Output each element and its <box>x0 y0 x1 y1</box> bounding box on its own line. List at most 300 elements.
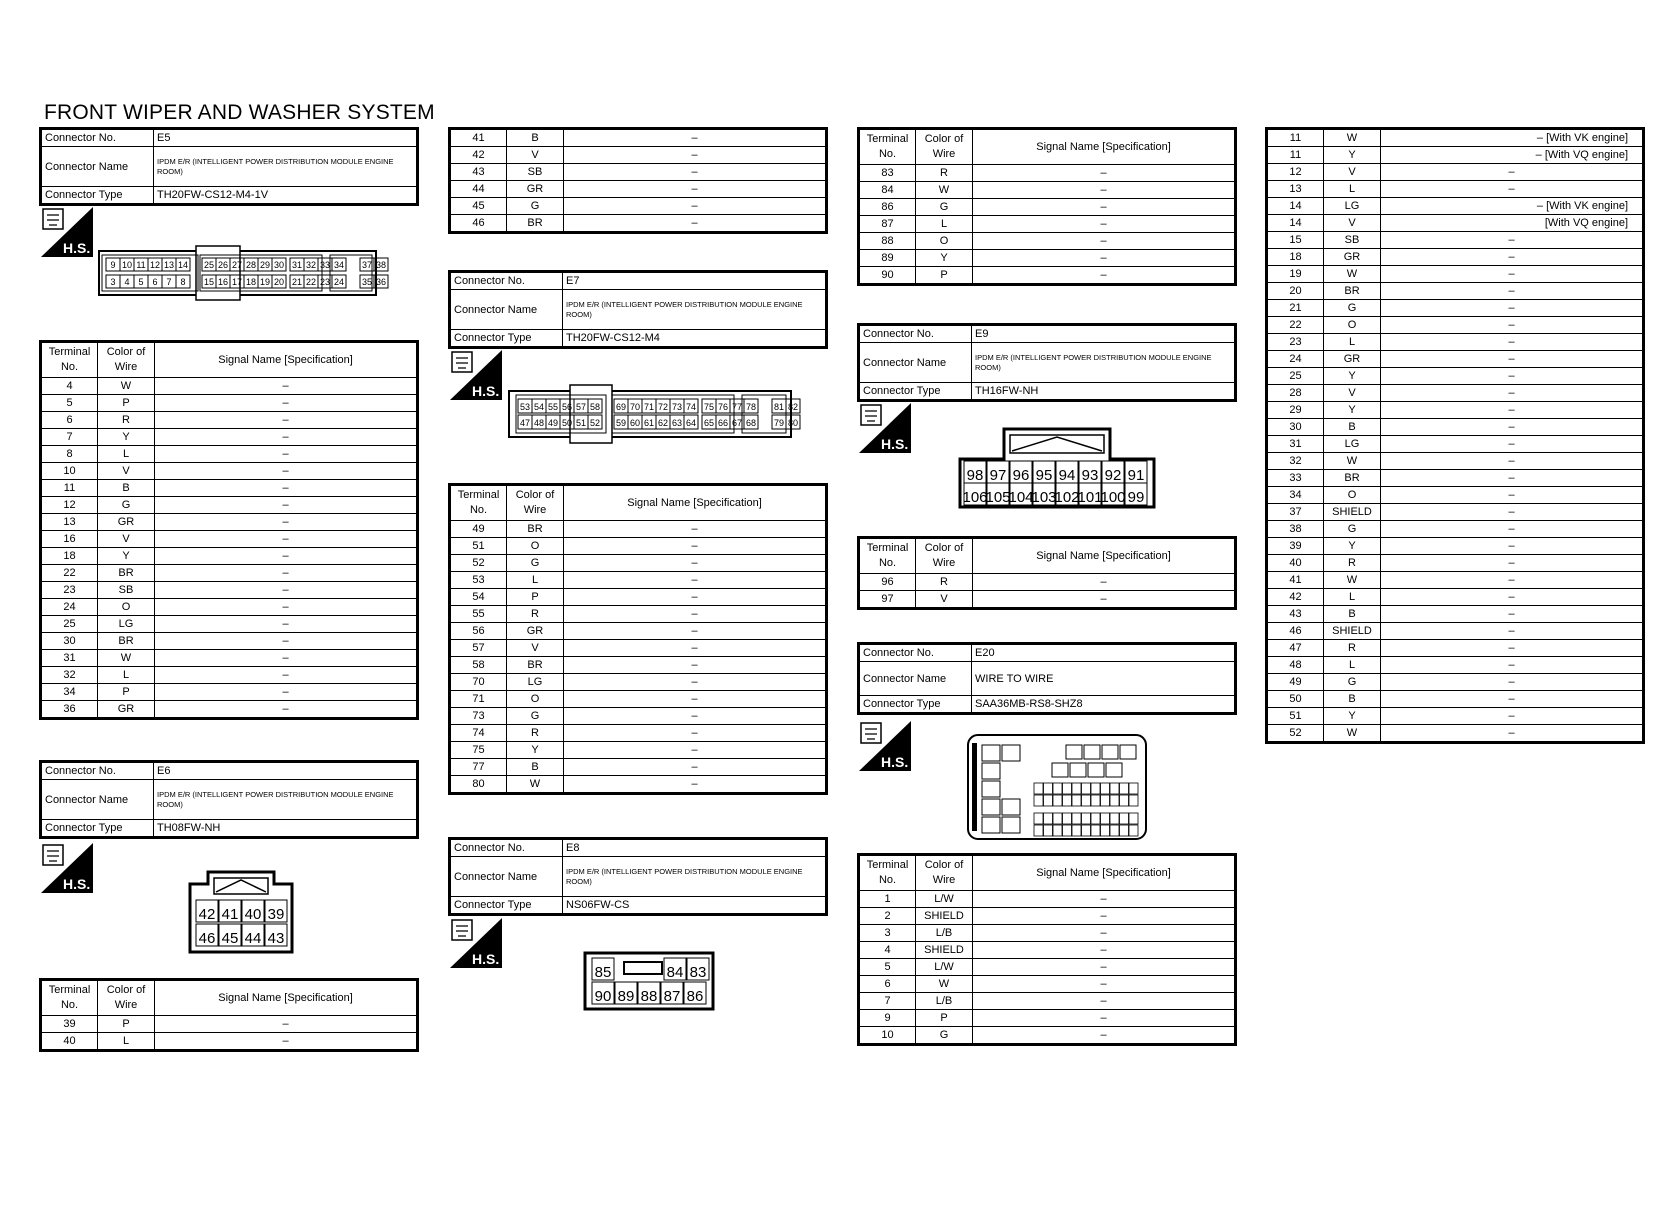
table-row <box>1267 487 1644 504</box>
wire-color-cell: P <box>507 589 564 606</box>
pin-label: 57 <box>575 402 587 412</box>
connector-e8-terminal-table: Terminal No. Color of Wire Signal Name [Specification] 83 R – 84 W – 86 G – 87 L – 88 O – 89 Y – 90 P – <box>857 127 1237 286</box>
connector-e5-diagram <box>98 245 387 306</box>
pin-label: 17 <box>231 277 243 287</box>
wire-color-cell: L <box>916 216 973 233</box>
table-row <box>450 164 827 181</box>
wire-color-cell: G <box>1324 300 1381 317</box>
table-row <box>41 531 418 548</box>
signal-name-cell: – <box>155 463 418 480</box>
terminal-no-cell: 14 <box>1267 215 1324 232</box>
wire-color-cell: O <box>507 691 564 708</box>
signal-name-cell: – <box>1381 589 1644 606</box>
wire-color-cell: BR <box>507 657 564 674</box>
terminal-no-cell: 11 <box>1267 129 1324 147</box>
signal-name-cell: – <box>1381 487 1644 504</box>
wire-color-cell: GR <box>1324 249 1381 266</box>
signal-name-cell: – <box>155 701 418 719</box>
connector-e5-info: Connector No. E5 Connector Name IPDM E/R (INTELLIGENT POWER DISTRIBUTION MODULE ENGINE ROOM) Connector Type TH20FW-CS12-M4-1V <box>39 127 419 206</box>
table-row <box>1267 351 1644 368</box>
wire-color-cell: L <box>1324 181 1381 198</box>
wire-color-cell: B <box>98 480 155 497</box>
pin-label: 73 <box>671 402 683 412</box>
wire-color-cell: R <box>1324 555 1381 572</box>
table-row <box>859 891 1236 908</box>
pin-label: 52 <box>589 418 601 428</box>
table-row <box>450 555 827 572</box>
signal-name-cell: – <box>155 395 418 412</box>
pin-label: 21 <box>291 277 303 287</box>
connector-e7-info: Connector No. E7 Connector Name IPDM E/R (INTELLIGENT POWER DISTRIBUTION MODULE ENGINE ROOM) Connector Type TH20FW-CS12-M4 <box>448 270 828 349</box>
pin-label: 6 <box>152 277 158 287</box>
table-row <box>450 198 827 215</box>
table-row <box>1267 198 1644 215</box>
signal-name-cell: – <box>564 674 827 691</box>
table-row <box>450 538 827 555</box>
wire-color-cell: B <box>1324 419 1381 436</box>
table-row <box>450 623 827 640</box>
terminal-no-cell: 4 <box>41 378 98 395</box>
table-row <box>41 633 418 650</box>
signal-name-cell: – <box>1381 691 1644 708</box>
table-row <box>450 674 827 691</box>
wire-color-cell: W <box>1324 725 1381 743</box>
wire-color-cell: BR <box>507 521 564 538</box>
pin-label: 68 <box>745 418 757 428</box>
terminal-no-cell: 74 <box>450 725 507 742</box>
wire-color-cell: V <box>98 531 155 548</box>
wire-color-cell: R <box>507 606 564 623</box>
terminal-no-cell: 14 <box>1267 198 1324 215</box>
pin-label: 23 <box>319 277 331 287</box>
signal-name-cell: – <box>564 589 827 606</box>
table-row <box>1267 708 1644 725</box>
wire-color-cell: L <box>507 572 564 589</box>
signal-name-cell: – <box>1381 674 1644 691</box>
terminal-no-cell: 13 <box>1267 181 1324 198</box>
pin-label: 3 <box>110 277 116 287</box>
pin-label: 46 <box>198 930 216 947</box>
table-row <box>41 514 418 531</box>
signal-name-cell: – <box>1381 385 1644 402</box>
connector-e6-diagram <box>188 870 296 959</box>
signal-name-cell: – <box>155 616 418 633</box>
harness-side-icon <box>859 721 911 773</box>
pin-label: 41 <box>221 906 239 923</box>
signal-name-cell: – <box>1381 164 1644 181</box>
wire-color-cell: GR <box>507 181 564 198</box>
wire-color-cell: L/W <box>916 959 973 976</box>
pin-label: 105 <box>985 489 1011 506</box>
terminal-no-cell: 22 <box>1267 317 1324 334</box>
pin-label: 25 <box>203 260 215 270</box>
wire-color-cell: G <box>1324 674 1381 691</box>
wire-color-cell: SHIELD <box>916 908 973 925</box>
terminal-no-cell: 47 <box>1267 640 1324 657</box>
terminal-no-cell: 6 <box>859 976 916 993</box>
pin-label: 31 <box>291 260 303 270</box>
svg-text:H.S.: H.S. <box>881 754 909 770</box>
table-row <box>450 708 827 725</box>
pin-label: 103 <box>1031 489 1057 506</box>
table-row <box>450 147 827 164</box>
terminal-no-cell: 52 <box>1267 725 1324 743</box>
signal-name-cell: – <box>564 129 827 147</box>
table-row <box>1267 164 1644 181</box>
table-row <box>450 759 827 776</box>
signal-name-cell: – <box>155 412 418 429</box>
terminal-no-cell: 2 <box>859 908 916 925</box>
wire-color-cell: L <box>1324 589 1381 606</box>
table-row <box>859 1010 1236 1027</box>
table-row <box>41 395 418 412</box>
pin-label: 32 <box>305 260 317 270</box>
wire-color-cell: O <box>1324 487 1381 504</box>
pin-label: 8 <box>180 277 186 287</box>
pin-label: 5 <box>138 277 144 287</box>
terminal-no-cell: 7 <box>41 429 98 446</box>
table-row <box>859 165 1236 182</box>
signal-name-cell: – <box>973 891 1236 908</box>
pin-label: 26 <box>217 260 229 270</box>
wire-color-cell: W <box>98 378 155 395</box>
terminal-no-cell: 20 <box>1267 283 1324 300</box>
signal-name-cell: – <box>564 555 827 572</box>
terminal-no-cell: 25 <box>41 616 98 633</box>
signal-name-cell: – [With VK engine] <box>1381 129 1644 147</box>
wire-color-cell: G <box>916 199 973 216</box>
signal-name-cell: – <box>155 480 418 497</box>
wire-color-cell: W <box>916 182 973 199</box>
signal-name-cell: – <box>973 925 1236 942</box>
signal-name-cell: – <box>973 250 1236 267</box>
table-row <box>1267 181 1644 198</box>
signal-name-cell: – <box>1381 266 1644 283</box>
terminal-no-cell: 73 <box>450 708 507 725</box>
wire-color-cell: L/W <box>916 891 973 908</box>
terminal-no-cell: 7 <box>859 993 916 1010</box>
wire-color-cell: B <box>507 129 564 147</box>
terminal-no-cell: 32 <box>41 667 98 684</box>
table-row <box>41 378 418 395</box>
signal-name-cell: – <box>973 182 1236 199</box>
table-row <box>1267 300 1644 317</box>
terminal-no-cell: 30 <box>1267 419 1324 436</box>
wire-color-cell: O <box>1324 317 1381 334</box>
svg-text:H.S.: H.S. <box>63 240 91 256</box>
wire-color-cell: LG <box>1324 198 1381 215</box>
pin-label: 60 <box>629 418 641 428</box>
terminal-no-cell: 39 <box>41 1016 98 1033</box>
table-row <box>1267 538 1644 555</box>
pin-label: 96 <box>1012 467 1030 484</box>
signal-name-cell: – <box>564 776 827 794</box>
signal-name-cell: – <box>564 708 827 725</box>
pin-label: 43 <box>267 930 285 947</box>
table-row <box>450 606 827 623</box>
wire-color-cell: Y <box>98 429 155 446</box>
table-row <box>450 640 827 657</box>
terminal-no-cell: 31 <box>41 650 98 667</box>
pin-label: 50 <box>561 418 573 428</box>
pin-label: 61 <box>643 418 655 428</box>
signal-name-cell: – <box>1381 368 1644 385</box>
wire-color-cell: P <box>916 1010 973 1027</box>
terminal-no-cell: 75 <box>450 742 507 759</box>
pin-label: 88 <box>640 988 658 1005</box>
pin-label: 35 <box>361 277 373 287</box>
signal-name-cell: [With VQ engine] <box>1381 215 1644 232</box>
terminal-no-cell: 34 <box>41 684 98 701</box>
wire-color-cell: BR <box>98 633 155 650</box>
pin-label: 98 <box>966 467 984 484</box>
terminal-no-cell: 77 <box>450 759 507 776</box>
pin-label: 86 <box>686 988 704 1005</box>
table-row <box>859 574 1236 591</box>
pin-label: 59 <box>615 418 627 428</box>
terminal-no-cell: 54 <box>450 589 507 606</box>
table-row <box>41 497 418 514</box>
terminal-no-cell: 52 <box>450 555 507 572</box>
pin-label: 101 <box>1077 489 1103 506</box>
connector-e7-terminal-table: Terminal No. Color of Wire Signal Name [Specification] 49 BR – 51 O – 52 G – 53 L – 54 P – 55 R – 56 GR – 57 V – 58 BR – 70 LG – 71 O – 73 G – 74 R – 75 Y – 77 B – 80 W – <box>448 483 828 795</box>
pin-label: 82 <box>787 402 799 412</box>
signal-name-cell: – <box>564 538 827 555</box>
connector-e5-terminal-table: Terminal No. Color of Wire Signal Name [Specification] 4 W – 5 P – 6 R – 7 Y – 8 L – 10 V – 11 B – 12 G – 13 GR – 16 V – 18 Y – 22 BR – 23 SB – 24 O – 25 LG – 30 BR – 31 W – 32 L – 34 P – 36 GR – <box>39 340 419 720</box>
terminal-no-cell: 5 <box>859 959 916 976</box>
pin-label: 71 <box>643 402 655 412</box>
table-row <box>859 216 1236 233</box>
terminal-no-cell: 49 <box>450 521 507 538</box>
wire-color-cell: SHIELD <box>1324 504 1381 521</box>
table-row <box>41 463 418 480</box>
terminal-no-cell: 86 <box>859 199 916 216</box>
wire-color-cell: W <box>1324 266 1381 283</box>
table-row <box>1267 215 1644 232</box>
table-row <box>859 942 1236 959</box>
signal-name-cell: – <box>1381 623 1644 640</box>
table-row <box>1267 725 1644 743</box>
wire-color-cell: BR <box>98 565 155 582</box>
terminal-no-cell: 50 <box>1267 691 1324 708</box>
wire-color-cell: Y <box>1324 402 1381 419</box>
table-row <box>41 667 418 684</box>
terminal-no-cell: 70 <box>450 674 507 691</box>
pin-label: 49 <box>547 418 559 428</box>
terminal-no-cell: 41 <box>450 129 507 147</box>
table-row <box>450 776 827 794</box>
table-row <box>859 199 1236 216</box>
pin-label: 33 <box>319 260 331 270</box>
signal-name-cell: – [With VQ engine] <box>1381 147 1644 164</box>
wire-color-cell: W <box>1324 453 1381 470</box>
signal-name-cell: – <box>564 572 827 589</box>
wire-color-cell: Y <box>98 548 155 565</box>
pin-label: 51 <box>575 418 587 428</box>
signal-name-cell: – <box>155 531 418 548</box>
wire-color-cell: G <box>507 708 564 725</box>
signal-name-cell: – <box>973 976 1236 993</box>
pin-label: 99 <box>1127 489 1145 506</box>
table-row <box>41 565 418 582</box>
pin-label: 47 <box>519 418 531 428</box>
table-row <box>41 1033 418 1051</box>
pin-label: 11 <box>136 260 146 270</box>
terminal-no-cell: 16 <box>41 531 98 548</box>
wire-color-cell: R <box>916 165 973 182</box>
connector-e6-terminal-table: Terminal No. Color of Wire Signal Name [Specification] 39 P – 40 L – <box>39 978 419 1052</box>
pin-label: 92 <box>1104 467 1122 484</box>
wire-color-cell: O <box>916 233 973 250</box>
wire-color-cell: Y <box>1324 368 1381 385</box>
table-row <box>41 599 418 616</box>
signal-name-cell: – <box>564 147 827 164</box>
pin-label: 20 <box>273 277 285 287</box>
wire-color-cell: G <box>98 497 155 514</box>
table-row <box>1267 419 1644 436</box>
table-row <box>1267 453 1644 470</box>
signal-name-cell: – [With VK engine] <box>1381 198 1644 215</box>
pin-label: 34 <box>333 260 345 270</box>
terminal-no-cell: 25 <box>1267 368 1324 385</box>
wire-color-cell: V <box>507 640 564 657</box>
pin-label: 44 <box>244 930 262 947</box>
terminal-no-cell: 42 <box>450 147 507 164</box>
wire-color-cell: Y <box>1324 147 1381 164</box>
signal-name-cell: – <box>1381 283 1644 300</box>
wire-color-cell: GR <box>98 701 155 719</box>
pin-label: 24 <box>333 277 345 287</box>
connector-e9-info: Connector No. E9 Connector Name IPDM E/R (INTELLIGENT POWER DISTRIBUTION MODULE ENGINE ROOM) Connector Type TH16FW-NH <box>857 323 1237 402</box>
terminal-no-cell: 36 <box>41 701 98 719</box>
terminal-no-cell: 13 <box>41 514 98 531</box>
pin-label: 30 <box>273 260 285 270</box>
wire-color-cell: R <box>507 725 564 742</box>
table-row <box>41 684 418 701</box>
pin-label: 14 <box>177 260 189 270</box>
signal-name-cell: – <box>973 233 1236 250</box>
pin-label: 83 <box>689 964 707 981</box>
pin-label: 64 <box>685 418 697 428</box>
signal-name-cell: – <box>973 942 1236 959</box>
terminal-no-cell: 84 <box>859 182 916 199</box>
pin-label: 72 <box>657 402 669 412</box>
table-row <box>1267 504 1644 521</box>
signal-name-cell: – <box>973 1027 1236 1045</box>
wire-color-cell: W <box>1324 129 1381 147</box>
svg-text:H.S.: H.S. <box>472 383 500 399</box>
pin-label: 9 <box>110 260 116 270</box>
pin-label: 18 <box>245 277 257 287</box>
pin-label: 90 <box>594 988 612 1005</box>
pin-label: 77 <box>731 402 743 412</box>
svg-text:H.S.: H.S. <box>63 876 91 892</box>
terminal-no-cell: 18 <box>41 548 98 565</box>
signal-name-cell: – <box>155 1033 418 1051</box>
table-row <box>41 412 418 429</box>
terminal-no-cell: 46 <box>1267 623 1324 640</box>
wire-color-cell: BR <box>507 215 564 233</box>
terminal-no-cell: 97 <box>859 591 916 609</box>
terminal-no-cell: 51 <box>450 538 507 555</box>
pin-label: 75 <box>703 402 715 412</box>
wire-color-cell: W <box>916 976 973 993</box>
signal-name-cell: – <box>1381 436 1644 453</box>
table-row <box>859 591 1236 609</box>
table-row <box>41 701 418 719</box>
terminal-no-cell: 11 <box>1267 147 1324 164</box>
terminal-no-cell: 8 <box>41 446 98 463</box>
wire-color-cell: L/B <box>916 993 973 1010</box>
terminal-no-cell: 22 <box>41 565 98 582</box>
terminal-no-cell: 12 <box>1267 164 1324 181</box>
signal-name-cell: – <box>1381 606 1644 623</box>
table-row <box>1267 657 1644 674</box>
table-row <box>1267 640 1644 657</box>
terminal-no-cell: 53 <box>450 572 507 589</box>
terminal-no-cell: 89 <box>859 250 916 267</box>
signal-name-cell: – <box>1381 453 1644 470</box>
connector-e9-terminal-table: Terminal No. Color of Wire Signal Name [Specification] 96 R – 97 V – <box>857 536 1237 610</box>
table-row <box>859 250 1236 267</box>
table-row <box>1267 402 1644 419</box>
table-row <box>1267 368 1644 385</box>
connector-e20-terminal-table: Terminal No. Color of Wire Signal Name [Specification] 1 L/W – 2 SHIELD – 3 L/B – 4 SHIELD – 5 L/W – 6 W – 7 L/B – 9 P – 10 G – <box>857 853 1237 1046</box>
terminal-no-cell: 42 <box>1267 589 1324 606</box>
terminal-no-cell: 43 <box>450 164 507 181</box>
svg-text:H.S.: H.S. <box>881 436 909 452</box>
table-row <box>450 589 827 606</box>
pin-label: 56 <box>561 402 573 412</box>
signal-name-cell: – <box>155 565 418 582</box>
table-row <box>1267 266 1644 283</box>
wire-color-cell: V <box>98 463 155 480</box>
pin-label: 37 <box>361 260 373 270</box>
table-row <box>450 521 827 538</box>
wire-color-cell: GR <box>1324 351 1381 368</box>
wire-color-cell: B <box>1324 606 1381 623</box>
connector-e20-terminal-table-cont <box>1265 127 1645 744</box>
pin-label: 27 <box>231 260 243 270</box>
wire-color-cell: Y <box>1324 538 1381 555</box>
terminal-no-cell: 11 <box>41 480 98 497</box>
signal-name-cell: – <box>564 657 827 674</box>
signal-name-cell: – <box>973 165 1236 182</box>
table-row <box>41 1016 418 1033</box>
pin-label: 74 <box>685 402 697 412</box>
terminal-no-cell: 41 <box>1267 572 1324 589</box>
table-row <box>859 233 1236 250</box>
pin-label: 55 <box>547 402 559 412</box>
pin-label: 62 <box>657 418 669 428</box>
signal-name-cell: – <box>564 725 827 742</box>
pin-label: 39 <box>267 906 285 923</box>
signal-name-cell: – <box>155 582 418 599</box>
pin-label: 53 <box>519 402 531 412</box>
signal-name-cell: – <box>155 429 418 446</box>
terminal-no-cell: 1 <box>859 891 916 908</box>
terminal-no-cell: 3 <box>859 925 916 942</box>
signal-name-cell: – <box>155 548 418 565</box>
connector-e20-info: Connector No. E20 Connector Name WIRE TO WIRE Connector Type SAA36MB-RS8-SHZ8 <box>857 642 1237 715</box>
signal-name-cell: – <box>1381 249 1644 266</box>
table-row <box>1267 147 1644 164</box>
wire-color-cell: SB <box>98 582 155 599</box>
wire-color-cell: L/B <box>916 925 973 942</box>
table-row <box>1267 334 1644 351</box>
connector-e6-terminal-table-cont <box>448 127 828 234</box>
pin-label: 4 <box>124 277 130 287</box>
